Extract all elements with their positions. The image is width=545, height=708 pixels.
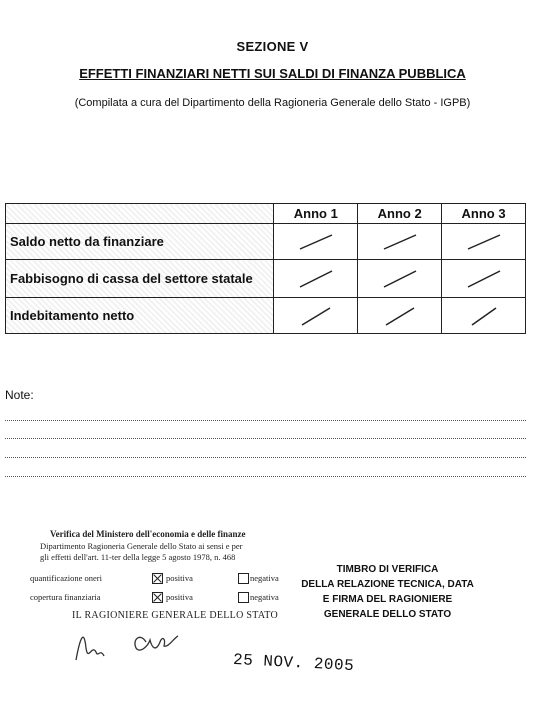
verification-stamp-title: Verifica del Ministero dell'economia e delle finanze <box>50 529 246 539</box>
table-header-row <box>6 204 526 224</box>
slash-mark <box>380 231 420 253</box>
table-row <box>6 298 526 334</box>
notes-label: Note: <box>5 388 34 402</box>
financial-effects-table <box>5 203 526 334</box>
table-cell <box>442 224 526 260</box>
copertura-label: copertura finanziaria <box>30 592 101 602</box>
empty-box-icon <box>238 573 249 584</box>
section-title: EFFETTI FINANZIARI NETTI SUI SALDI DI FINANZA PUBBLICA <box>79 66 466 81</box>
date-stamp: 25 NOV. 2005 <box>232 650 355 676</box>
slash-mark <box>296 231 336 253</box>
column-header: Anno 3 <box>442 204 526 224</box>
ragioniere-label: IL RAGIONIERE GENERALE DELLO STATO <box>72 610 279 621</box>
signature-icon <box>70 618 190 668</box>
notes-line[interactable] <box>5 438 526 439</box>
checked-box-icon <box>152 573 163 584</box>
verification-stamp-line: Dipartimento Ragioneria Generale dello Stato ai sensi e per <box>40 541 243 551</box>
notes-line[interactable] <box>5 476 526 477</box>
table-cell <box>442 260 526 298</box>
table-row <box>6 224 526 260</box>
empty-box-icon <box>238 592 249 603</box>
verification-stamp-line: gli effetti dell'art. 11-ter della legge 5 agosto 1978, n. 468 <box>40 552 236 562</box>
notes-line[interactable] <box>5 420 526 421</box>
slash-mark <box>380 267 420 291</box>
timbro-line: E FIRMA DEL RAGIONIERE <box>322 594 453 605</box>
positive-label: positiva <box>166 592 193 602</box>
table-cell <box>442 298 526 334</box>
negative-label: negativa <box>250 592 279 602</box>
timbro-line: GENERALE DELLO STATO <box>323 609 452 620</box>
slash-mark <box>296 267 336 291</box>
table-cell <box>358 224 442 260</box>
timbro-line: TIMBRO DI VERIFICA <box>336 564 439 575</box>
checked-box-icon <box>152 592 163 603</box>
slash-mark <box>296 304 336 328</box>
column-header: Anno 2 <box>358 204 442 224</box>
slash-mark <box>380 304 420 328</box>
quantificazione-label: quantificazione oneri <box>30 573 102 583</box>
row-label: Fabbisogno di cassa del settore statale <box>6 260 274 298</box>
section-heading: SEZIONE V <box>236 39 309 54</box>
slash-mark <box>464 304 504 328</box>
slash-mark <box>464 231 504 253</box>
negative-label: negativa <box>250 573 279 583</box>
table-cell <box>274 298 358 334</box>
notes-line[interactable] <box>5 457 526 458</box>
table-row <box>6 260 526 298</box>
timbro-di-verifica <box>290 562 485 622</box>
table-cell <box>358 298 442 334</box>
positive-label: positiva <box>166 573 193 583</box>
table-corner-cell <box>6 204 274 224</box>
row-label: Indebitamento netto <box>6 298 274 334</box>
row-label: Saldo netto da finanziare <box>6 224 274 260</box>
column-header: Anno 1 <box>274 204 358 224</box>
table-cell <box>274 224 358 260</box>
section-subtitle: (Compilata a cura del Dipartimento della Ragioneria Generale dello Stato - IGPB) <box>74 97 471 109</box>
slash-mark <box>464 267 504 291</box>
table-cell <box>358 260 442 298</box>
timbro-line: DELLA RELAZIONE TECNICA, DATA <box>301 579 474 590</box>
table-cell <box>274 260 358 298</box>
